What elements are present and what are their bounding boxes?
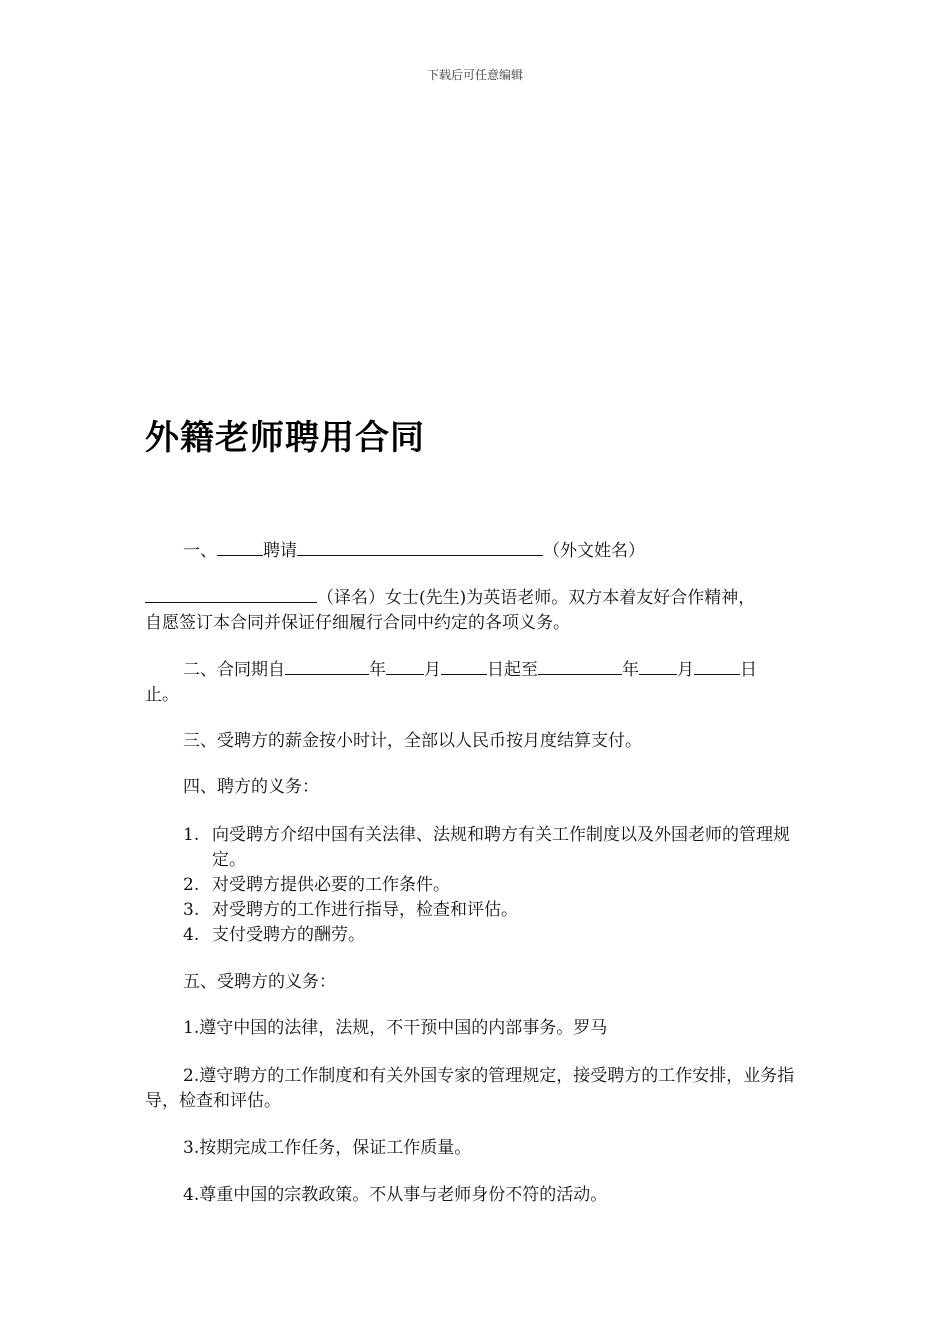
day-label: 日 (740, 660, 757, 680)
month-label: 月 (424, 660, 441, 680)
employer-obligations-list (183, 823, 813, 948)
foreign-name-blank[interactable] (297, 537, 543, 556)
end-day-blank[interactable] (694, 656, 740, 675)
foreign-name-label: （外文姓名） (543, 541, 645, 561)
end-month-blank[interactable] (639, 656, 677, 675)
list-item: 2. 对受聘方提供必要的工作条件。 (183, 875, 450, 895)
clause-4-heading: 四、聘方的义务： (183, 777, 319, 797)
end-year-blank[interactable] (538, 656, 622, 675)
clause-3: 三、受聘方的薪金按小时计，全部以人民币按月度结算支付。 (183, 731, 642, 751)
list-item: 4. 支付受聘方的酬劳。 (183, 925, 365, 945)
start-month-blank[interactable] (386, 656, 424, 675)
clause-2-prefix: 二、合同期自 (183, 660, 285, 680)
start-day-blank[interactable] (441, 656, 487, 675)
translated-name-blank[interactable] (145, 584, 317, 603)
year-label: 年 (369, 660, 386, 680)
list-item: 3. 对受聘方的工作进行指导，检查和评估。 (183, 900, 518, 920)
clause-1-line-2 (145, 584, 810, 636)
clause-5-heading: 五、受聘方的义务： (183, 972, 336, 992)
year-label: 年 (622, 660, 639, 680)
employee-obligation-1: 1.遵守中国的法律，法规，不干预中国的内部事务。罗马 (183, 1018, 608, 1038)
month-label: 月 (677, 660, 694, 680)
translated-name-text: （译名）女士(先生)为英语老师。双方本着友好合作精神， (317, 588, 756, 608)
clause-1-continuation: 自愿签订本合同并保证仔细履行合同中约定的各项义务。 (145, 613, 570, 633)
page-header-note: 下载后可任意编辑 (426, 68, 523, 82)
employee-obligation-2: 2.遵守聘方的工作制度和有关外国专家的管理规定，接受聘方的工作安排，业务指导，检查和评估。 (145, 1066, 795, 1111)
clause-1-prefix: 一、 (183, 541, 217, 561)
clause-1-line-1 (145, 537, 810, 564)
employee-obligation-3: 3.按期完成工作任务，保证工作质量。 (183, 1138, 472, 1158)
day-from-label: 日起至 (487, 660, 538, 680)
clause-2 (145, 656, 810, 708)
clause-2-end: 止。 (145, 685, 179, 705)
document-title: 外籍老师聘用合同 (145, 418, 425, 458)
employer-blank[interactable] (217, 537, 263, 556)
employee-obligation-4: 4.尊重中国的宗教政策。不从事与老师身份不符的活动。 (183, 1185, 608, 1205)
start-year-blank[interactable] (285, 656, 369, 675)
clause-1-hire: 聘请 (263, 541, 297, 561)
list-item: 1. 向受聘方介绍中国有关法律、法规和聘方有关工作制度以及外国老师的管理规定。 (183, 825, 790, 870)
